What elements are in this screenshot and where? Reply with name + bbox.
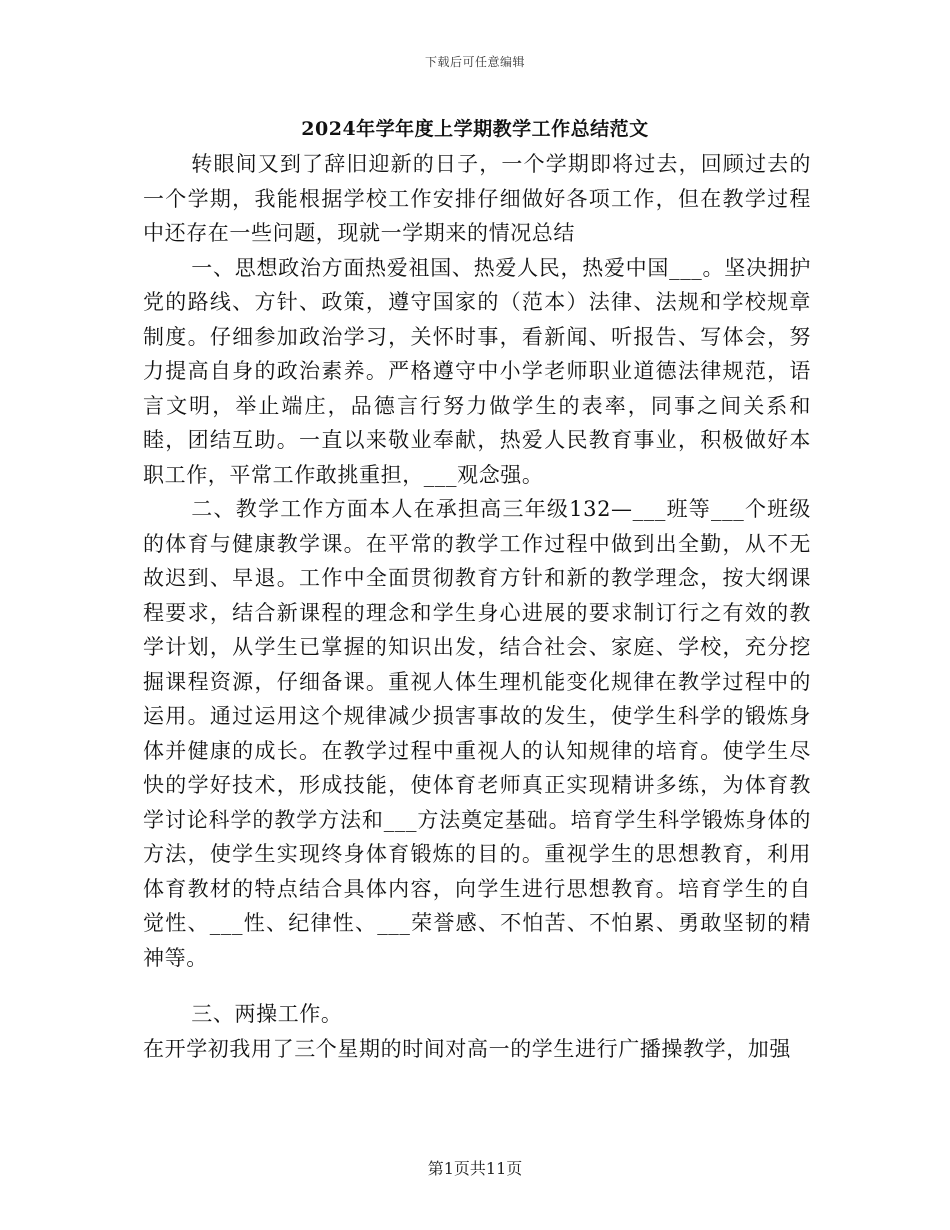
- section-political-paragraph: 一、思想政治方面热爱祖国、热爱人民，热爱中国___。坚决拥护党的路线、方针、政策，遵守国家的（范本）法律、法规和学校规章制度。仔细参加政治学习，关怀时事，看新闻、听报告、写体会，努力提高自身的政治素养。严格遵守中小学老师职业道德法律规范，语言文明，举止端庄，品德言行努力做学生的表率，同事之间关系和睦，团结互助。一直以来敬业奉献，热爱人民教育事业，积极做好本职工作，平常工作敢挑重担，___观念强。: [143, 255, 811, 487]
- document-body: [143, 147, 811, 1066]
- page-number-footer: 第1页共11页: [427, 1159, 523, 1178]
- document-title: 2024年学年度上学期教学工作总结范文: [301, 118, 649, 140]
- intro-paragraph: 转眼间又到了辞旧迎新的日子，一个学期即将过去，回顾过去的一个学期，我能根据学校工作安排仔细做好各项工作，但在教学过程中还存在一些问题，现就一学期来的情况总结: [143, 152, 811, 245]
- section-exercise-paragraph: 在开学初我用了三个星期的时间对高一的学生进行广播操教学，加强: [143, 1036, 791, 1061]
- header-note: 下载后可任意编辑: [424, 55, 525, 69]
- section-exercise-heading: 三、两操工作。: [191, 1002, 343, 1026]
- section-teaching-paragraph: 二、教学工作方面本人在承担高三年级132—___班等___个班级的体育与健康教学课。在平常的教学工作过程中做到出全勤，从不无故迟到、早退。工作中全面贯彻教育方针和新的教学理念，按大纲课程要求，结合新课程的理念和学生身心进展的要求制订行之有效的教学计划，从学生已掌握的知识出发，结合社会、家庭、学校，充分挖掘课程资源，仔细备课。重视人体生理机能变化规律在教学过程中的运用。通过运用这个规律减少损害事故的发生，使学生科学的锻炼身体并健康的成长。在教学过程中重视人的认知规律的培育。使学生尽快的学好技术，形成技能，使体育老师真正实现精讲多练，为体育教学讨论科学的教学方法和___方法奠定基础。培育学生科学锻炼身体的方法，使学生实现终身体育锻炼的目的。重视学生的思想教育，利用体育教材的特点结合具体内容，向学生进行思想教育。培育学生的自觉性、___性、纪律性、___荣誉感、不怕苦、不怕累、勇敢坚韧的精神等。: [143, 497, 811, 970]
